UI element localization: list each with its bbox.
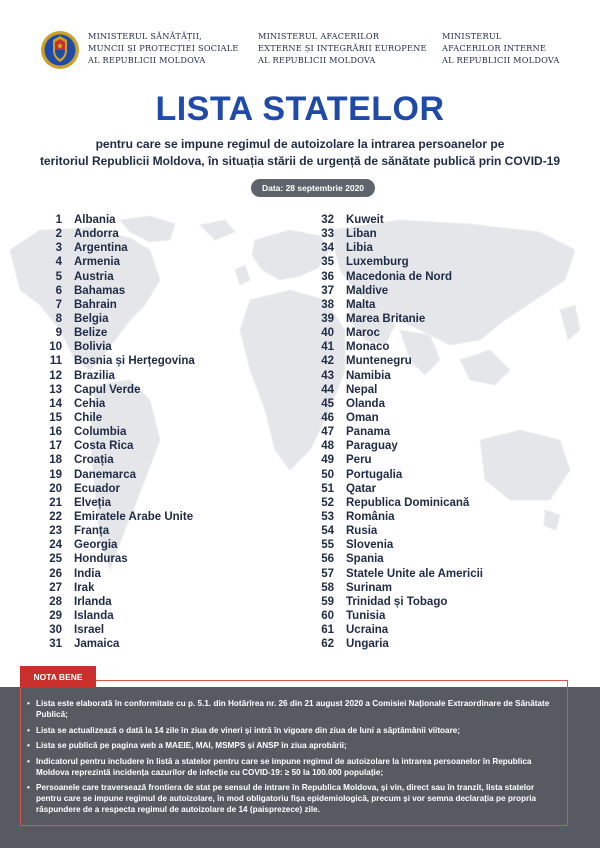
- country-name: Rusia: [346, 525, 378, 538]
- country-row: [306, 270, 483, 284]
- country-row: [306, 468, 483, 482]
- country-number: 28: [49, 595, 62, 608]
- country-number: 42: [321, 355, 334, 368]
- date-badge: Data: 28 septembrie 2020: [251, 179, 375, 197]
- country-number: 7: [55, 298, 62, 311]
- country-name: Irlanda: [74, 595, 112, 608]
- country-name: Andorra: [74, 228, 119, 241]
- country-name: Ungaria: [346, 638, 389, 651]
- country-row: [36, 326, 195, 340]
- country-number: 51: [321, 482, 334, 495]
- country-name: Surinam: [346, 581, 393, 594]
- country-row: [306, 326, 483, 340]
- ministry-line: MINISTERUL SĂNĂTĂȚII,: [88, 31, 202, 41]
- country-row: [306, 439, 483, 453]
- header: [0, 26, 600, 76]
- country-number: 32: [321, 214, 334, 226]
- nota-item: • Lista este elaborată în conformitate cu p. 5.1. din Hotărîrea nr. 26 din 21 august 2020 a Comisiei Naționale Extraordinare de Sănătate Publică;: [27, 698, 559, 720]
- country-number: 14: [49, 397, 62, 410]
- country-name: Bosnia și Herțegovina: [74, 355, 195, 368]
- country-row: [36, 453, 195, 467]
- country-number: 37: [321, 284, 334, 297]
- country-number: 30: [49, 624, 62, 637]
- country-name: Ecuador: [74, 482, 121, 495]
- country-row: [36, 411, 195, 425]
- country-number: 43: [321, 369, 334, 382]
- country-name: Panama: [346, 426, 391, 439]
- country-name: Trinidad și Tobago: [346, 595, 448, 608]
- country-number: 24: [49, 539, 62, 552]
- ministry-line: AL REPUBLICII MOLDOVA: [88, 55, 206, 65]
- country-number: 22: [49, 510, 62, 523]
- country-row: [306, 354, 483, 368]
- country-row: [36, 468, 195, 482]
- country-name: Maroc: [346, 327, 380, 340]
- ministry-foreign-affairs-label: [258, 30, 427, 66]
- country-number: 10: [49, 341, 62, 354]
- subtitle-line: pentru care se impune regimul de autoizolare la intrarea persoanelor pe: [95, 137, 505, 151]
- country-name: Marea Britanie: [346, 312, 426, 325]
- country-number: 13: [49, 383, 62, 396]
- country-number: 59: [321, 595, 334, 608]
- nota-item: • Indicatorul pentru includere în listă a statelor pentru care se impune regimul de autoizolare la intrarea persoanelor în Republica Moldova reprezintă incidența cazurilor de infecție cu COVID-19: ≥ 50 la 100.000 populație;: [27, 756, 559, 778]
- country-number: 54: [321, 525, 334, 538]
- country-row: [36, 637, 195, 651]
- country-number: 19: [49, 468, 62, 481]
- country-row: [36, 270, 195, 284]
- country-row: [306, 496, 483, 510]
- country-number: 4: [55, 256, 62, 269]
- country-name: Statele Unite ale Americii: [346, 567, 483, 580]
- country-name: Elveția: [74, 496, 112, 509]
- country-row: [36, 524, 195, 538]
- ministry-line: AL REPUBLICII MOLDOVA: [258, 55, 376, 65]
- country-number: 47: [321, 426, 334, 439]
- ministry-internal-affairs-label: [442, 30, 560, 66]
- country-number: 55: [321, 539, 334, 552]
- country-number: 53: [321, 510, 334, 523]
- country-row: [306, 623, 483, 637]
- country-row: [36, 581, 195, 595]
- country-name: Qatar: [346, 482, 377, 495]
- country-number: 62: [321, 638, 334, 651]
- country-row: [36, 567, 195, 581]
- country-name: Argentina: [74, 242, 128, 255]
- country-name: Israel: [74, 624, 105, 637]
- country-row: [36, 609, 195, 623]
- nota-item: • Persoanele care traversează frontiera de stat pe sensul de intrare în Republica Moldova, și vin, direct sau în tranzit, lista statelor pentru care se impune regimul de autoizolare, în mod obligatoriu fișa epidemiologică, precum și vor semna declarația pe propria răspundere de a respecta regimul de autoizolare de 14 (paisprezece) zile.: [27, 782, 559, 815]
- country-row: [36, 439, 195, 453]
- country-name: Monaco: [346, 341, 390, 354]
- moldova-coat-of-arms-icon: [40, 28, 80, 72]
- country-number: 35: [321, 256, 334, 269]
- countries-list-right: [306, 213, 483, 651]
- country-name: Danemarca: [74, 468, 137, 481]
- country-name: Bahrain: [74, 298, 117, 311]
- page-subtitle: [0, 136, 600, 170]
- country-name: Libia: [346, 242, 373, 255]
- country-number: 38: [321, 298, 334, 311]
- country-number: 56: [321, 553, 334, 566]
- country-row: [36, 298, 195, 312]
- country-row: [306, 255, 483, 269]
- country-name: Oman: [346, 411, 379, 424]
- country-name: Armenia: [74, 256, 121, 269]
- country-row: [306, 552, 483, 566]
- country-row: [36, 340, 195, 354]
- country-name: Chile: [74, 411, 103, 424]
- country-name: Georgia: [74, 539, 118, 552]
- country-number: 26: [49, 567, 62, 580]
- country-row: [306, 425, 483, 439]
- country-row: [306, 595, 483, 609]
- country-row: [36, 284, 195, 298]
- ministry-line: MINISTERUL: [442, 31, 502, 41]
- country-name: Brazilia: [74, 369, 115, 382]
- country-name: Costa Rica: [74, 440, 134, 453]
- country-number: 2: [55, 228, 62, 241]
- country-number: 46: [321, 411, 334, 424]
- country-name: Irak: [74, 581, 95, 594]
- country-row: [306, 524, 483, 538]
- country-row: [306, 510, 483, 524]
- country-name: Luxemburg: [346, 256, 409, 269]
- country-number: 61: [321, 624, 334, 637]
- country-row: [36, 425, 195, 439]
- country-row: [36, 354, 195, 368]
- country-number: 57: [321, 567, 334, 580]
- country-row: [306, 241, 483, 255]
- country-name: Honduras: [74, 553, 128, 566]
- country-row: [306, 340, 483, 354]
- country-name: Tunisia: [346, 609, 386, 622]
- page-title: LISTA STATELOR: [155, 90, 445, 128]
- country-row: [306, 397, 483, 411]
- country-row: [36, 510, 195, 524]
- country-number: 11: [49, 355, 62, 368]
- country-name: Emiratele Arabe Unite: [74, 510, 194, 523]
- country-number: 27: [49, 581, 62, 594]
- country-row: [306, 298, 483, 312]
- country-number: 9: [55, 327, 62, 340]
- country-number: 41: [321, 341, 334, 354]
- country-number: 1: [55, 214, 62, 226]
- country-row: [306, 213, 483, 227]
- country-name: Muntenegru: [346, 355, 412, 368]
- country-name: Ucraina: [346, 624, 389, 637]
- country-name: Slovenia: [346, 539, 394, 552]
- country-name: Nepal: [346, 383, 378, 396]
- country-row: [36, 623, 195, 637]
- country-name: Portugalia: [346, 468, 403, 481]
- country-row: [36, 552, 195, 566]
- country-number: 40: [321, 327, 334, 340]
- country-number: 8: [55, 312, 62, 325]
- country-number: 58: [321, 581, 334, 594]
- country-name: Spania: [346, 553, 384, 566]
- ministry-line: AFACERILOR INTERNE: [442, 43, 547, 53]
- country-number: 25: [49, 553, 62, 566]
- countries-list-left: [36, 213, 195, 651]
- country-number: 6: [55, 284, 62, 297]
- country-number: 5: [55, 270, 62, 283]
- country-number: 33: [321, 228, 334, 241]
- country-row: [306, 538, 483, 552]
- country-number: 29: [49, 609, 62, 622]
- country-number: 17: [49, 440, 62, 453]
- country-row: [306, 312, 483, 326]
- country-number: 34: [321, 242, 334, 255]
- country-row: [306, 284, 483, 298]
- country-number: 31: [49, 638, 62, 651]
- country-number: 15: [49, 411, 62, 424]
- country-row: [36, 397, 195, 411]
- country-number: 60: [321, 609, 334, 622]
- country-row: [306, 411, 483, 425]
- ministry-line: MINISTERUL AFACERILOR: [258, 31, 380, 41]
- country-name: Islanda: [74, 609, 114, 622]
- ministry-line: MUNCII ȘI PROTECȚIEI SOCIALE: [88, 43, 239, 53]
- country-number: 18: [49, 454, 62, 467]
- country-name: Belize: [74, 327, 108, 340]
- country-number: 45: [321, 397, 334, 410]
- country-row: [36, 538, 195, 552]
- country-name: Paraguay: [346, 440, 398, 453]
- country-number: 3: [55, 242, 62, 255]
- country-number: 49: [321, 454, 334, 467]
- country-name: Austria: [74, 270, 114, 283]
- country-row: [36, 227, 195, 241]
- country-number: 23: [49, 525, 62, 538]
- country-row: [36, 213, 195, 227]
- country-name: Maldive: [346, 284, 389, 297]
- country-name: România: [346, 510, 395, 523]
- country-row: [306, 369, 483, 383]
- country-row: [306, 637, 483, 651]
- nota-item: • Lista se publică pe pagina web a MAEIE, MAI, MSMPS și ANSP în ziua aprobării;: [27, 740, 559, 751]
- country-number: 12: [49, 369, 62, 382]
- country-name: Peru: [346, 454, 372, 467]
- country-name: Capul Verde: [74, 383, 141, 396]
- country-row: [36, 255, 195, 269]
- ministry-health-label: [88, 30, 239, 66]
- subtitle-line: teritoriul Republicii Moldova, în situația stării de urgență de sănătate publică prin COVID-19: [39, 154, 561, 168]
- country-name: Cehia: [74, 397, 106, 410]
- country-row: [306, 567, 483, 581]
- country-row: [306, 581, 483, 595]
- ministry-line: AL REPUBLICII MOLDOVA: [442, 55, 560, 65]
- country-name: Bolivia: [74, 341, 112, 354]
- country-row: [36, 482, 195, 496]
- country-name: Albania: [74, 214, 116, 226]
- country-row: [36, 369, 195, 383]
- country-name: Croația: [74, 454, 114, 467]
- country-number: 48: [321, 440, 334, 453]
- country-name: Republica Dominicană: [346, 496, 470, 509]
- country-number: 16: [49, 426, 62, 439]
- country-number: 52: [321, 496, 334, 509]
- country-row: [306, 453, 483, 467]
- country-name: Jamaica: [74, 638, 120, 651]
- country-row: [306, 227, 483, 241]
- country-number: 20: [49, 482, 62, 495]
- country-row: [36, 312, 195, 326]
- nota-bene-label: NOTA BENE: [20, 666, 96, 688]
- country-name: Olanda: [346, 397, 385, 410]
- country-name: Franța: [74, 525, 110, 538]
- country-row: [306, 609, 483, 623]
- country-number: 21: [49, 496, 62, 509]
- country-row: [306, 482, 483, 496]
- country-name: Liban: [346, 228, 377, 241]
- country-name: Columbia: [74, 426, 127, 439]
- country-name: Malta: [346, 298, 376, 311]
- country-number: 44: [321, 383, 334, 396]
- country-row: [36, 595, 195, 609]
- country-number: 39: [321, 312, 334, 325]
- country-name: Belgia: [74, 312, 109, 325]
- country-row: [36, 383, 195, 397]
- country-row: [36, 241, 195, 255]
- country-name: Bahamas: [74, 284, 126, 297]
- country-name: Kuweit: [346, 214, 384, 226]
- ministry-line: EXTERNE ȘI INTEGRĂRII EUROPENE: [258, 43, 427, 53]
- country-name: Namibia: [346, 369, 391, 382]
- country-name: Macedonia de Nord: [346, 270, 453, 283]
- country-row: [36, 496, 195, 510]
- nota-bene-list: [27, 698, 559, 820]
- nota-item: • Lista se actualizează o dată la 14 zile în ziua de vineri și intră în vigoare din ziua de luni a săptămânii viitoare;: [27, 725, 559, 736]
- country-row: [306, 383, 483, 397]
- country-number: 36: [321, 270, 334, 283]
- country-number: 50: [321, 468, 334, 481]
- country-name: India: [74, 567, 101, 580]
